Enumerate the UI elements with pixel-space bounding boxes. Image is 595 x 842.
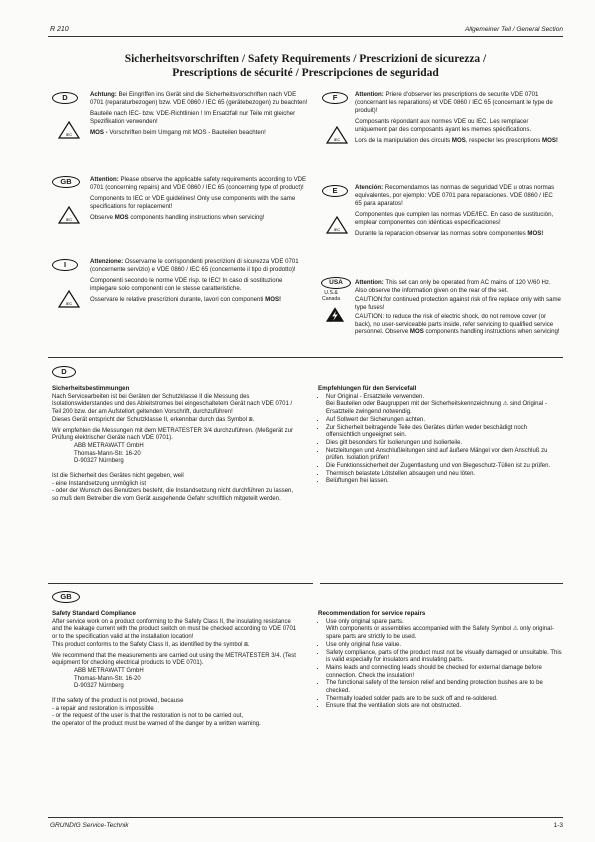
- list-item: • Zur Sicherheit beitragende Teile des Gerätes dürfen weder beschädigt noch offensichtlich ungeeignet sein.: [326, 425, 563, 440]
- i-components-text: Componenti secondo le norme VDE risp. te IEC! In caso di sostituzione impiegare solo componenti con le stesse caratteristiche.: [90, 276, 283, 292]
- de-service-note: Bei Bauteilen oder Baugruppen mit der Sicherheitskennzeichnung ⚠ sind Original - Ersatzteile zwingend notwendig.: [326, 401, 547, 416]
- de-address: [52, 443, 302, 466]
- header-rule: [48, 36, 563, 37]
- warning-triangle-icon: [326, 126, 348, 144]
- gb-safety-heading: Safety Standard Compliance: [52, 610, 136, 617]
- list-item: • Netzleitungen und Anschlußleitungen sind auf äußere Mängel vor dem Anschluß zu prüfen. Isolation prüfen!: [326, 448, 563, 463]
- i-attention-label: Attenzione:: [90, 258, 124, 265]
- d-mos-text: Vorschriften beim Umgang mit MOS - Bauteilen beachten!: [109, 128, 266, 136]
- svg-text:IEC: IEC: [65, 217, 73, 222]
- page-number: 1-3: [553, 822, 563, 829]
- list-item: • Ensure that the ventilation slots are not obstructed.: [326, 703, 563, 711]
- d-attention-label: Achtung:: [90, 91, 117, 98]
- gb-safety-section: [52, 610, 302, 732]
- gb-condition: - or the request of the user is that the restoration is not to be carried out,: [52, 713, 244, 720]
- de-safety-section: [52, 385, 302, 507]
- gb-safety-p3: We recommend that the measurements are carried out using the METRATESTER 3/4. (Test equipment for checking electrical products to VDE 0701).: [52, 652, 296, 667]
- gb-address-line: D-90327 Nürnberg: [74, 683, 124, 690]
- de-safety-heading: Sicherheitsbestimmungen: [52, 385, 130, 392]
- usa-mos-label: MOS: [409, 328, 424, 336]
- gb-safety-p1: After service work on a product conforming to the Safety Class II, the insulating resistance and the leakage current with the product switch on must be checked according to VDE 0701 or to the specification valid at the installation location!: [52, 618, 297, 641]
- section-title: Allgemeiner Teil / General Section: [464, 26, 563, 33]
- list-item: • Mains leads and connecting leads should be checked for external damage before connection. Check the insulation!: [326, 665, 563, 680]
- warning-triangle-icon: [58, 121, 80, 139]
- list-item: • The functional safety of the tension relief and bending protection bushes are to be checked.: [326, 680, 563, 695]
- e-mos-text: Durante la reparacion observar las normas sobre componentes: [355, 229, 526, 237]
- de-address-line: D-90327 Nürnberg: [74, 458, 124, 465]
- section-divider: [48, 583, 313, 584]
- canada-label: Canada: [322, 296, 341, 302]
- de-condition: - eine Instandsetzung unmöglich ist: [52, 480, 147, 487]
- list-item: • Thermally loaded solder pads are to be suck off and re-soldered.: [326, 696, 563, 704]
- footer-rule: [48, 817, 563, 818]
- svg-text:IEC: IEC: [65, 132, 73, 137]
- lang-badge-i: I: [52, 259, 78, 271]
- de-safety-p4: Ist die Sicherheit des Gerätes nicht gegeben, weil: [52, 473, 184, 480]
- de-safety-p1: Nach Servicearbeiten ist bei Geräten der Schutzklasse II die Messung des Isolationswiderstandes und des Ableitstromes bei eingeschaltetem Gerät nach VDE 0701 / Teil 200 bzw. der am Aufstellort geltenden Vorschrift, durchzuführen!: [52, 393, 293, 416]
- f-attention-label: Attention:: [355, 91, 384, 98]
- warning-triangle-icon: [326, 216, 348, 234]
- gb-condition: - a repair and restoration is impossible: [52, 705, 154, 712]
- usa-mos-text: components handling instructions when servicing!: [425, 328, 560, 336]
- lang-badge-e: E: [322, 185, 348, 197]
- gb-service-note: With components or assemblies accompanied with the Safety Symbol ⚠ only original-spare parts are strictly to be used.: [326, 626, 554, 641]
- list-item: • Auf Sollwert der Sicherungen achten.: [326, 417, 563, 425]
- usa-attention-text: This set can only be operated from AC mains of 120 V/60 Hz. Also observe the information given on the rear of the set.: [355, 279, 551, 294]
- list-item: • Safety compliance, parts of the product must not be visually damaged or unsuitable. This is valid especially for insulators and insulating parts.: [326, 650, 563, 665]
- gb-components-text: Components to IEC or VDE guidelines! Only use components with the same specifications for replacement!: [90, 194, 296, 210]
- footer-brand: GRUNDIG Service-Technik: [50, 822, 129, 829]
- i-block: [90, 258, 308, 307]
- warning-triangle-icon: [58, 206, 80, 224]
- title-line-2: Prescriptions de sécurité / Prescripciones de seguridad: [172, 67, 439, 79]
- svg-text:IEC: IEC: [65, 301, 73, 306]
- f-mos-label: MOS: [451, 136, 466, 144]
- list-item: • Nur Original - Ersatzteile verwenden.: [326, 394, 563, 402]
- f-mos-text-a: Lors de la manipulation des circuits: [355, 136, 451, 144]
- gb-safety-p5: the operator of the product must be warned of the danger by a written warning.: [52, 721, 261, 728]
- de-condition: - oder der Wunsch des Benutzers besteht, die Instandsetzung nicht durchführen zu lassen,: [52, 488, 294, 495]
- e-mos-label: MOS!: [527, 229, 544, 237]
- f-mos-text-b: , respecter les prescriptions: [465, 136, 541, 144]
- gb-mos-label: MOS: [114, 213, 129, 221]
- lang-badge-gb-section: GB: [52, 591, 80, 603]
- svg-text:IEC: IEC: [333, 137, 341, 142]
- f-components-text: Composants répondant aux normes VDE ou IEC. Les remplacer uniquement par des composants ayant les memes spécifications.: [355, 117, 532, 133]
- gb-block: [90, 176, 308, 225]
- e-components-text: Componentes que cumplen las normas VDE/IEC. En caso de sustitución, emplear componentes con idénticas especificaciones!: [355, 210, 554, 226]
- usa-shock-caution: CAUTION: to reduce the risk of electric shock, do not remove cover (or back), no user-serviceable parts inside, refer servicing to qualified service personnel. Observe: [355, 312, 554, 336]
- gb-service-section: [318, 610, 563, 711]
- e-attention-text: Recomendamos las normas de seguridad VDE u otras normas equivalentes, por ejemplo: VDE 0701 para reparaciones. VDE 0860 / IEC 65 para aparatos!: [355, 184, 555, 207]
- de-safety-p5: so muß dem Betreiber die vom Gerät ausgehende Gefahr schriftlich mitgeteilt werden.: [52, 496, 281, 503]
- gb-mos-text-b: components handling instructions when servicing!: [130, 213, 265, 221]
- list-item: • Die Funktionssicherheit der Zugentlastung und von Biegeschutz-Tüllen ist zu prüfen.: [326, 463, 563, 471]
- lang-badge-gb: GB: [52, 176, 80, 188]
- section-divider: [320, 583, 563, 584]
- usa-attention-label: Attention:: [355, 279, 384, 286]
- d-components-text: Bauteile nach IEC- bzw. VDE-Richtlinien ! Im Ersatzfall nur Teile mit gleicher Spezifikation verwenden!: [90, 109, 296, 125]
- ul-canada-label: [322, 290, 340, 302]
- gb-mos-text-a: Observe: [90, 213, 114, 221]
- list-item: • Use only original fuse value.: [326, 642, 563, 650]
- gb-address-line: Thomas-Mann-Str. 16-20: [74, 675, 141, 682]
- gb-attention-label: Attention:: [90, 176, 119, 183]
- gb-address: [52, 668, 302, 691]
- gb-service-heading: Recommendation for service repairs: [318, 610, 426, 617]
- lang-badge-usa: USA: [321, 277, 351, 289]
- lang-badge-d: D: [52, 92, 78, 104]
- list-item: • Use only original spare parts.: [326, 619, 563, 627]
- de-service-heading: Empfehlungen für den Servicefall: [318, 385, 417, 392]
- d-attention-text: Bei Eingriffen ins Gerät sind die Sicherheitsvorschriften nach VDE 0701 (reparaturbezogen) bzw. VDE 0860 / IEC 65 (gerätebezogen) zu beachten!: [90, 91, 308, 106]
- de-address-line: ABB METRAWATT GmbH: [74, 442, 144, 449]
- de-address-line: Thomas-Mann-Str. 16-20: [74, 450, 141, 457]
- f-mos-label-2: MOS!: [542, 136, 558, 144]
- f-attention-text: Priere d'observer les prescriptions de securite VDE 0701 (concernant les reparations) et VDE 0860 / IEC 65 (concernant le type de produit)!: [355, 91, 553, 114]
- i-mos-text: Osservare le relative prescrizioni durante, lavori con componenti: [90, 295, 264, 303]
- title-line-1: Sicherheitsvorschriften / Safety Requirements / Prescrizioni de sicurezza /: [124, 53, 487, 65]
- usa-block: [355, 279, 561, 339]
- i-mos-label: MOS!: [265, 295, 282, 303]
- f-block: [355, 91, 561, 147]
- de-service-section: [318, 385, 563, 486]
- section-divider: [48, 357, 563, 358]
- de-safety-p3: Wir empfehlen die Messungen mit dem METRATESTER 3/4 durchzuführen. (Meßgerät zur Prüfung elektrischer Geräte nach VDE 0701).: [52, 427, 293, 442]
- d-mos-label: MOS -: [90, 128, 108, 136]
- gb-safety-p4: If the safety of the product is not proved, because: [52, 698, 184, 705]
- warning-triangle-icon: [58, 290, 80, 308]
- list-item: • Dies gilt besonders für Isolierungen und Isolierteile.: [326, 440, 563, 448]
- usa-fuse-caution: CAUTION:for continued protection against risk of fire replace only with same type fuses!: [355, 295, 561, 311]
- list-item: • Belüftungen frei lassen.: [326, 478, 563, 486]
- gb-address-line: ABB METRAWATT GmbH: [74, 667, 144, 674]
- gb-safety-p2: This product conforms to the Safety Class II, as identified by the symbol ⧈.: [52, 641, 250, 648]
- i-attention-text: Osservarne le corrispondenti prescrizioni di sicurezza VDE 0701 (concernente servizio) e VDE 0860 / IEC 65 (concernente il tipo di prodotto)!: [90, 258, 299, 273]
- shock-warning-icon: [325, 306, 345, 323]
- d-block: [90, 91, 308, 140]
- ul-label: U.S.&: [324, 290, 338, 296]
- page-ref: R 210: [50, 26, 69, 33]
- lang-badge-f: F: [322, 92, 348, 104]
- e-attention-label: Atención:: [355, 184, 384, 191]
- gb-attention-text: Please observe the applicable safety requirements according to VDE 0701 (concerning repairs) and VDE 0860 / IEC 65 (concerning type of product)!: [90, 176, 307, 191]
- svg-text:IEC: IEC: [333, 227, 341, 232]
- list-item: • Thermisch belastete Lötstellen absaugen und neu löten.: [326, 471, 563, 479]
- lang-badge-d-section: D: [52, 366, 76, 378]
- page-title: [48, 52, 563, 80]
- e-block: [355, 184, 561, 240]
- de-safety-p2: Dieses Gerät entspricht der Schutzklasse II, erkennbar durch das Symbol ⧈.: [52, 416, 255, 423]
